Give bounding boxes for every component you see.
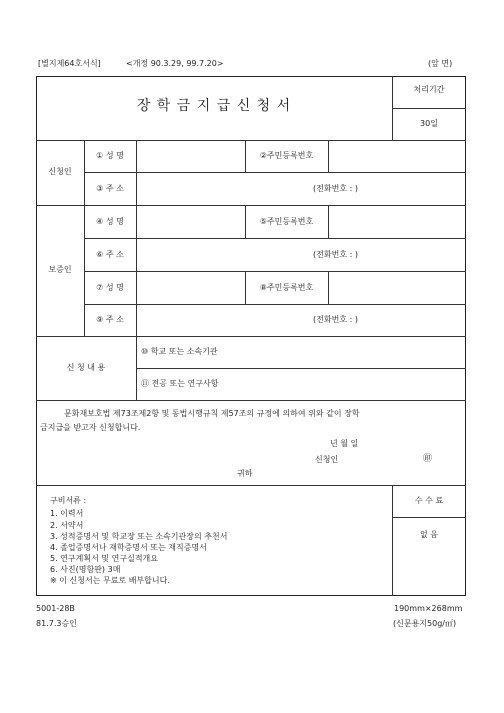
guarantor1-id-field[interactable] bbox=[329, 206, 465, 237]
processing-period-value: 30일 bbox=[420, 119, 438, 128]
guarantor1-id-label: ⑤주민등록번호 bbox=[259, 217, 314, 226]
application-section-label: 신 청 내 용 bbox=[66, 363, 106, 372]
signer-label: 신청인 bbox=[315, 455, 339, 464]
fee-label: 수 수 료 bbox=[414, 496, 444, 505]
guarantor2-address-label: ⑨ 주 소 bbox=[96, 315, 124, 324]
applicant-name-label: ① 성 명 bbox=[96, 151, 124, 160]
guarantor1-name-field[interactable] bbox=[137, 206, 244, 237]
revision-note: <개정 90.3.29, 99.7.20> bbox=[126, 59, 224, 68]
form-number: [별지제64호서식] bbox=[38, 59, 101, 68]
guarantor1-address-label: ⑥ 주 소 bbox=[96, 250, 124, 259]
guarantor2-id-label: ⑧주민등록번호 bbox=[259, 283, 314, 292]
document-item: 4. 졸업증명서나 재학증명서 또는 재직증명서 bbox=[50, 543, 207, 552]
documents-title: 구비서류 : bbox=[50, 496, 87, 505]
statement-line2: 금지급을 받고자 신청합니다. bbox=[40, 423, 141, 432]
applicant-section-label: 신청인 bbox=[48, 167, 72, 176]
seal-mark: ㊞ bbox=[423, 454, 433, 464]
guarantor2-address-field[interactable] bbox=[137, 305, 312, 335]
guarantor1-phone-label: (전화번호 : ) bbox=[313, 250, 358, 259]
free-distribution-note: ※ 이 신청서는 무료로 배부합니다. bbox=[50, 576, 170, 585]
application-date: 년 월 일 bbox=[330, 439, 359, 448]
guarantor1-name-label: ④ 성 명 bbox=[96, 217, 124, 226]
document-item: 1. 이력서 bbox=[50, 509, 84, 518]
form-title: 장 학 금 지 급 신 청 서 bbox=[136, 98, 292, 114]
approval-date: 81.7.3승인 bbox=[36, 619, 77, 628]
page-side: (앞 면) bbox=[428, 59, 453, 68]
major-field[interactable] bbox=[240, 369, 465, 399]
applicant-address-field[interactable] bbox=[137, 173, 312, 204]
processing-period-label: 처리기간 bbox=[413, 85, 445, 94]
recipient-label: 귀하 bbox=[237, 469, 253, 478]
paper-size: 190mm×268mm bbox=[394, 604, 463, 613]
document-item: 6. 사진(명함판) 3매 bbox=[50, 565, 121, 574]
school-label: ⑩ 학교 또는 소속기관 bbox=[141, 347, 218, 356]
guarantor-section-label: 보증인 bbox=[48, 265, 72, 274]
guarantor2-id-field[interactable] bbox=[329, 272, 465, 303]
major-label: ⑪ 전공 또는 연구사항 bbox=[141, 379, 219, 388]
applicant-phone-label: (전화번호 : ) bbox=[313, 184, 358, 193]
applicant-id-label: ②주민등록번호 bbox=[259, 151, 314, 160]
school-field[interactable] bbox=[240, 337, 465, 367]
paper-type: (신문용지50g/㎡) bbox=[393, 619, 457, 628]
document-item: 3. 성적증명서 및 학교장 또는 소속기관장의 추천서 bbox=[50, 532, 228, 541]
fee-value: 없 음 bbox=[420, 530, 438, 539]
applicant-id-field[interactable] bbox=[329, 141, 465, 171]
guarantor2-name-field[interactable] bbox=[137, 272, 244, 303]
document-item: 2. 서약서 bbox=[50, 521, 84, 530]
guarantor2-name-label: ⑦ 성 명 bbox=[96, 283, 124, 292]
document-item: 5. 연구계획서 및 연구실적개요 bbox=[50, 554, 158, 563]
applicant-address-label: ③ 주 소 bbox=[96, 184, 124, 193]
form-code: 5001-28B bbox=[36, 604, 75, 613]
applicant-name-field[interactable] bbox=[137, 141, 244, 171]
statement-line1: 문화재보호법 제73조제2항 및 동법시행규칙 제57조의 규정에 의하여 위와 같이 장학 bbox=[64, 409, 360, 418]
guarantor2-phone-label: (전화번호 : ) bbox=[313, 315, 358, 324]
guarantor1-address-field[interactable] bbox=[137, 239, 312, 270]
